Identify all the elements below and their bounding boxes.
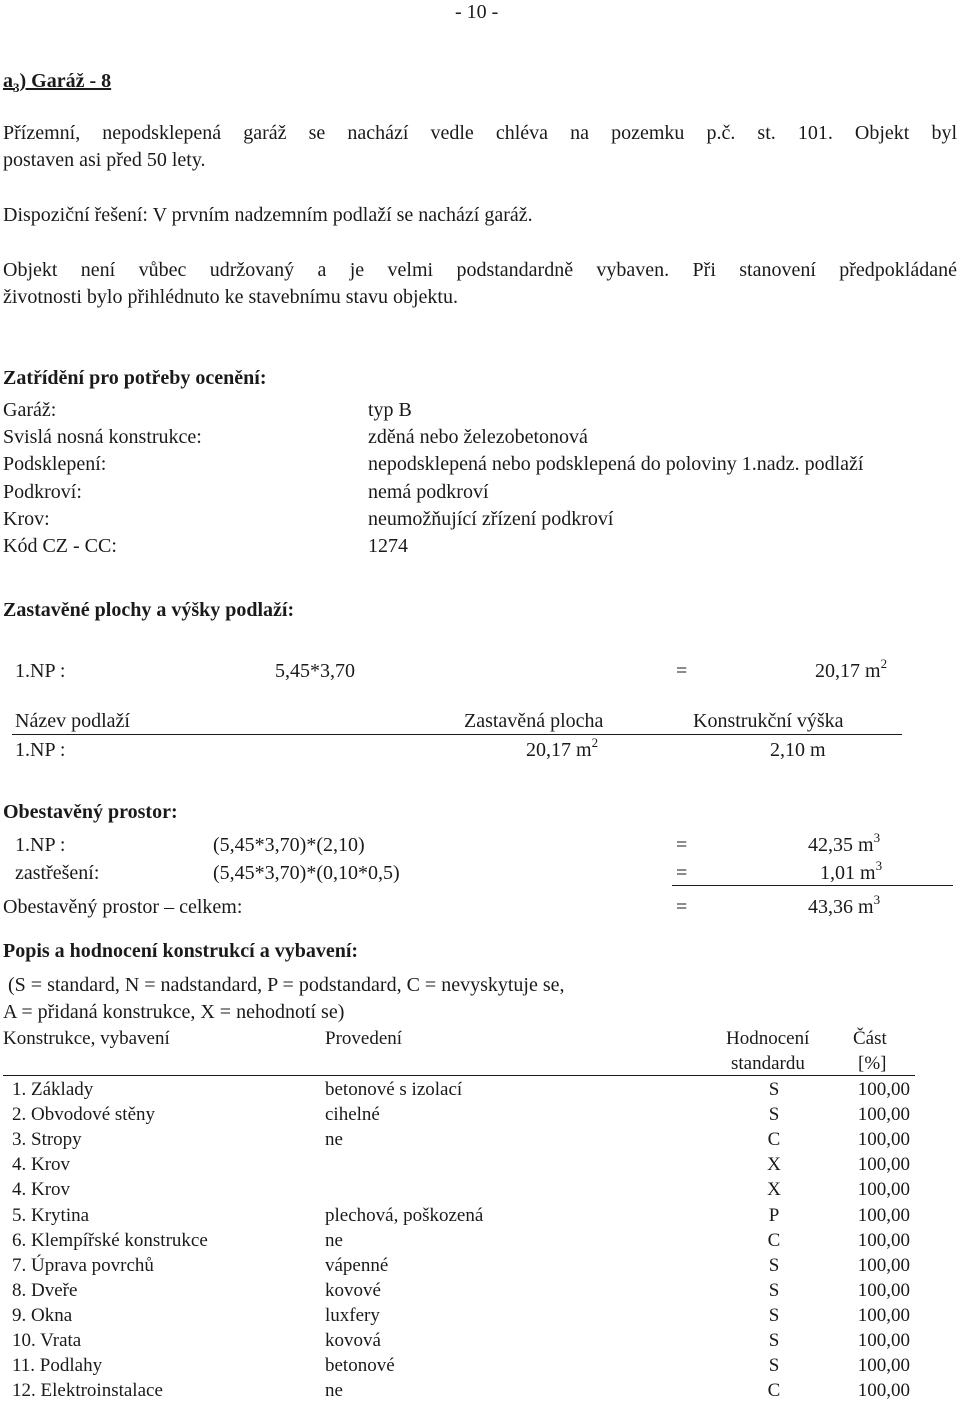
evaluation-legend: (S = standard, N = nadstandard, P = podstandard, C = nevyskytuje se, (8, 974, 565, 996)
areas-header-divider (12, 734, 902, 735)
eval-cell-share: 100,00 (857, 1179, 910, 1200)
eval-cell-rating: X (767, 1154, 781, 1175)
eval-cell-share: 100,00 (857, 1280, 910, 1301)
eval-header-detail: Provedení (325, 1028, 403, 1049)
eval-cell-detail: kovové (325, 1280, 381, 1301)
areas-calc-result: 20,17 $m^2$ (815, 656, 888, 682)
volume-row-eq: = (676, 834, 688, 856)
eval-cell-share: 100,00 (857, 1380, 910, 1401)
volume-title: Obestavěný prostor: (3, 801, 178, 823)
eval-cell-rating: S (768, 1255, 780, 1276)
volume-row-formula: (5,45*3,70)*(0,10*0,5) (213, 862, 400, 884)
eval-cell-rating: X (767, 1179, 781, 1200)
eval-cell-detail: betonové s izolací (325, 1079, 463, 1100)
eval-cell-rating: S (768, 1104, 780, 1125)
eval-cell-rating: S (768, 1280, 780, 1301)
intro-line: životnosti bylo přihlédnuto ke stavebnímu stavu objektu. (3, 286, 458, 308)
eval-cell-rating: C (767, 1129, 781, 1150)
eval-cell-construction: 5. Krytina (12, 1205, 90, 1226)
areas-header-area: Zastavěná plocha (464, 710, 604, 732)
classification-title: Zatřídění pro potřeby ocenění: (3, 367, 267, 389)
areas-row-area: 20,17 $m^2$ (526, 735, 599, 761)
classification-value: nepodsklepená nebo podsklepená do poloviny 1.nadz. podlaží (368, 453, 864, 475)
eval-cell-share: 100,00 (857, 1330, 910, 1351)
section-heading (3, 70, 112, 95)
classification-value: typ B (368, 399, 412, 421)
areas-header-name: Název podlaží (15, 710, 130, 732)
classification-value: neumožňující zřízení podkroví (368, 508, 614, 530)
eval-cell-rating: C (767, 1380, 781, 1401)
eval-cell-construction: 4. Krov (12, 1154, 71, 1175)
eval-cell-construction: 1. Základy (12, 1079, 94, 1100)
areas-calc-formula: 5,45*3,70 (275, 660, 355, 682)
volume-row-result: 42,35 $m^3$ (808, 830, 881, 856)
eval-cell-rating: S (768, 1079, 780, 1100)
eval-cell-rating: P (768, 1205, 780, 1226)
evaluation-legend: A = přidaná konstrukce, X = nehodnotí se) (3, 1001, 345, 1023)
eval-cell-rating: C (767, 1230, 781, 1251)
eval-cell-detail: cihelné (325, 1104, 380, 1125)
eval-cell-share: 100,00 (857, 1079, 910, 1100)
volume-total-eq: = (676, 896, 688, 918)
intro-line: Přízemní, nepodsklepená garáž se nachází vedle chléva na pozemku p.č. st. 101. Objekt byl (3, 122, 957, 144)
classification-label: Garáž: (3, 399, 57, 421)
eval-cell-share: 100,00 (857, 1355, 910, 1376)
eval-header-construction: Konstrukce, vybavení (3, 1028, 170, 1049)
areas-title: Zastavěné plochy a výšky podlaží: (3, 599, 295, 621)
eval-header-share: Část (853, 1028, 887, 1049)
classification-label: Krov: (3, 508, 50, 530)
volume-row-result: 1,01 $m^3$ (820, 858, 883, 884)
eval-header-share-unit: [%] (858, 1053, 887, 1074)
eval-header-divider (3, 1075, 915, 1076)
classification-label: Podsklepení: (3, 453, 107, 475)
evaluation-title: Popis a hodnocení konstrukcí a vybavení: (3, 940, 359, 962)
areas-calc-eq: = (676, 660, 688, 682)
eval-cell-detail: ne (325, 1230, 343, 1251)
eval-cell-construction: 8. Dveře (12, 1280, 78, 1301)
eval-cell-construction: 12. Elektroinstalace (12, 1380, 163, 1401)
volume-total-result: 43,36 $m^3$ (808, 892, 881, 918)
eval-cell-construction: 4. Krov (12, 1179, 71, 1200)
eval-cell-construction: 6. Klempířské konstrukce (12, 1230, 208, 1251)
eval-cell-share: 100,00 (857, 1154, 910, 1175)
intro-line: Dispoziční řešení: V prvním nadzemním podlaží se nachází garáž. (3, 204, 533, 226)
eval-cell-detail: kovová (325, 1330, 381, 1351)
areas-calc-floor: 1.NP : (15, 660, 66, 682)
eval-cell-rating: S (768, 1330, 780, 1351)
eval-cell-rating: S (768, 1305, 780, 1326)
areas-row-name: 1.NP : (15, 739, 66, 761)
eval-cell-detail: luxfery (325, 1305, 380, 1326)
volume-row-label: 1.NP : (15, 834, 66, 856)
page-number: - 10 - (455, 1, 499, 23)
eval-cell-construction: 7. Úprava povrchů (12, 1255, 154, 1276)
eval-cell-share: 100,00 (857, 1129, 910, 1150)
eval-cell-share: 100,00 (857, 1305, 910, 1326)
eval-cell-construction: 11. Podlahy (12, 1355, 103, 1376)
classification-value: zděná nebo železobetonová (368, 426, 588, 448)
eval-cell-construction: 3. Stropy (12, 1129, 82, 1150)
classification-label: Podkroví: (3, 481, 82, 503)
eval-cell-rating: S (768, 1355, 780, 1376)
eval-cell-detail: ne (325, 1129, 343, 1150)
eval-cell-construction: 10. Vrata (12, 1330, 82, 1351)
eval-cell-share: 100,00 (857, 1255, 910, 1276)
intro-line: Objekt není vůbec udržovaný a je velmi podstandardně vybaven. Při stanovení předpokládané (3, 259, 957, 281)
eval-cell-share: 100,00 (857, 1205, 910, 1226)
eval-cell-construction: 9. Okna (12, 1305, 73, 1326)
areas-header-height: Konstrukční výška (693, 710, 844, 732)
eval-cell-detail: betonové (325, 1355, 395, 1376)
classification-label: Svislá nosná konstrukce: (3, 426, 202, 448)
eval-header-rating: Hodnocení (726, 1028, 810, 1049)
eval-cell-share: 100,00 (857, 1230, 910, 1251)
classification-value: nemá podkroví (368, 481, 489, 503)
eval-header-rating-sub: standardu (731, 1053, 805, 1074)
eval-cell-detail: ne (325, 1380, 343, 1401)
eval-cell-share: 100,00 (857, 1104, 910, 1125)
areas-row-height: 2,10 m (770, 739, 826, 761)
classification-value: 1274 (368, 535, 408, 557)
volume-total-label: Obestavěný prostor – celkem: (3, 896, 243, 918)
heading-subscript: 3 (13, 80, 20, 95)
eval-cell-detail: plechová, poškozená (325, 1205, 484, 1226)
eval-cell-construction: 2. Obvodové stěny (12, 1104, 156, 1125)
intro-line: postaven asi před 50 lety. (3, 149, 206, 171)
heading-text: ) Garáž - 8 (19, 70, 112, 92)
eval-cell-detail: vápenné (325, 1255, 389, 1276)
volume-row-eq: = (676, 862, 688, 884)
volume-row-label: zastřešení: (15, 862, 100, 884)
heading-prefix: a (3, 70, 13, 92)
volume-sum-divider (672, 885, 953, 886)
classification-label: Kód CZ - CC: (3, 535, 117, 557)
volume-row-formula: (5,45*3,70)*(2,10) (213, 834, 365, 856)
